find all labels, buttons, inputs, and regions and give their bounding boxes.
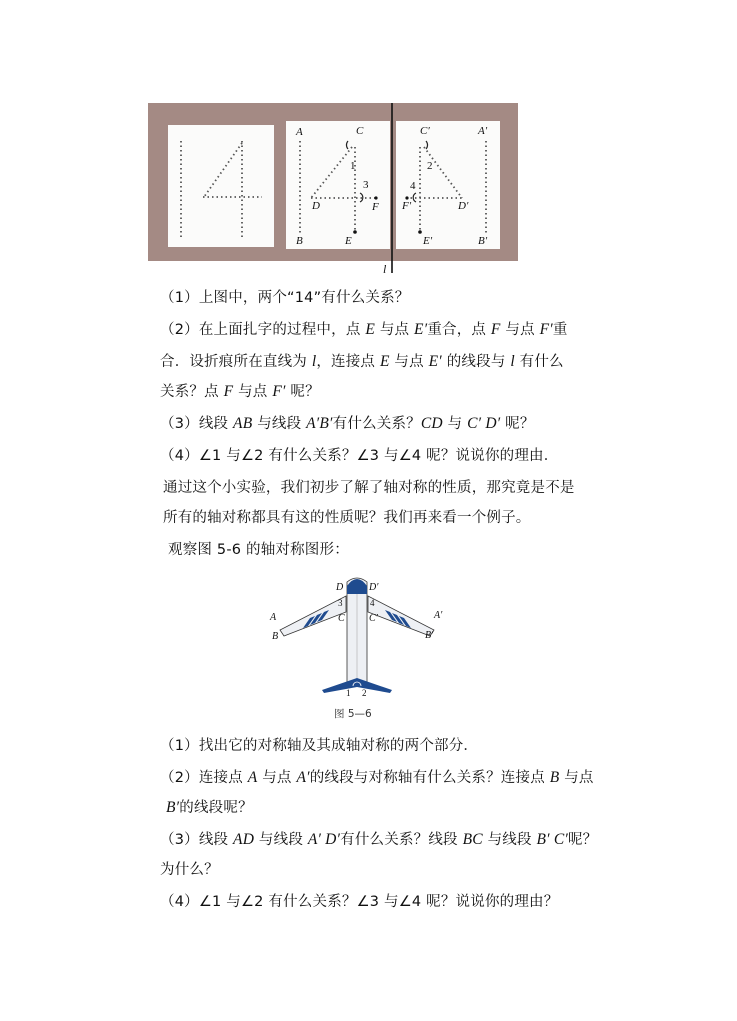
label-A-prime: A′ (478, 125, 488, 137)
text: 的线段与对称轴有什么关系？连接点 (309, 770, 550, 786)
label-angle-2: 2 (427, 160, 433, 172)
point-E-prime: E′ (414, 321, 428, 338)
label-A: A (296, 126, 303, 138)
paragraph-line-1: 通过这个小实验，我们初步了解了轴对称的性质，那究竟是不是 (163, 480, 575, 496)
text: 的线段与 (441, 354, 511, 370)
label-angle-1: 1 (346, 688, 351, 698)
figure-caption: 图 5—6 (334, 708, 372, 720)
label-B: B (296, 235, 303, 247)
text: 与线段 (482, 832, 537, 848)
label-B-prime: B′ (478, 235, 488, 247)
segment-CD-prime: C′ D′ (467, 415, 501, 432)
paragraph-line-3: 观察图 5-6 的轴对称图形： (168, 542, 349, 558)
text: 有什么关系？线段 (340, 832, 463, 848)
text: 合．设折痕所在直线为 (160, 354, 312, 370)
label-angle-4: 4 (370, 598, 375, 608)
point-E: E (379, 353, 390, 370)
paper-original (168, 125, 274, 247)
point-F-prime: F′ (539, 321, 553, 338)
segment-AB-prime: A′B′ (306, 415, 333, 432)
text: （2）在上面扎字的过程中，点 (160, 322, 366, 338)
text: 与点 (500, 322, 540, 338)
text: 与点 (375, 322, 415, 338)
label-B: B (272, 631, 279, 642)
segment-BC-prime: B′ C′ (536, 831, 568, 848)
text: 与点 (257, 770, 297, 786)
text: 有什么 (514, 354, 564, 370)
label-angle-1: 1 (350, 160, 356, 172)
segment-AD-prime: A′ D′ (307, 831, 341, 848)
point-B-prime: B′ (166, 799, 180, 816)
point-A: A (247, 769, 258, 786)
text: 呢？ (285, 384, 320, 400)
question-1-2-line3 (160, 382, 320, 402)
point-A-prime: A′ (296, 769, 310, 786)
text: （3）线段 (160, 416, 234, 432)
text: ，连接点 (316, 354, 380, 370)
point-F: F (490, 321, 501, 338)
label-E-prime: E′ (423, 235, 433, 247)
label-angle-2: 2 (362, 688, 367, 698)
label-D: D (336, 582, 344, 593)
label-D-prime: D′ (369, 582, 379, 593)
label-C: C (338, 613, 345, 624)
label-C: C (356, 125, 364, 137)
label-A-prime: A′ (434, 610, 443, 621)
question-1-4: （4）∠1 与∠2 有什么关系？∠3 与∠4 呢？说说你的理由． (160, 448, 559, 464)
question-1-2-line1 (160, 320, 568, 340)
text: 有什么关系？ (332, 416, 421, 432)
text: （2）连接点 (160, 770, 248, 786)
label-angle-4: 4 (410, 180, 416, 192)
text: 关系？点 (160, 384, 224, 400)
point-F: F (223, 383, 234, 400)
text: 与 (442, 416, 468, 432)
label-F: F (372, 201, 379, 213)
figure-folded-14 (148, 103, 520, 273)
point-E-prime: E′ (428, 353, 442, 370)
text: 与线段 (252, 416, 307, 432)
point-F-prime: F′ (272, 383, 286, 400)
text: 与线段 (254, 832, 308, 848)
text: 呢？ (500, 416, 535, 432)
question-2-2-line2 (166, 798, 253, 818)
question-2-1: （1）找出它的对称轴及其成轴对称的两个部分． (160, 738, 479, 754)
label-E: E (345, 235, 352, 247)
text: （3）线段 (160, 832, 234, 848)
text: 与点 (389, 354, 429, 370)
segment-CD: CD (420, 415, 443, 432)
label-C-prime: C′ (420, 125, 430, 137)
line-l: l (510, 353, 515, 370)
label-F-prime: F′ (402, 200, 412, 212)
label-angle-3: 3 (338, 598, 343, 608)
label-D-prime: D′ (458, 200, 469, 212)
segment-AD: AD (233, 831, 255, 848)
text: 重合，点 (427, 322, 491, 338)
point-B: B (549, 769, 560, 786)
label-angle-3: 3 (363, 179, 369, 191)
text: 与点 (233, 384, 273, 400)
question-2-4: （4）∠1 与∠2 有什么关系？∠3 与∠4 呢？说说你的理由？ (160, 894, 559, 910)
question-2-2-line1 (160, 768, 594, 788)
paragraph-line-2: 所有的轴对称都具有这的性质呢？我们再来看一个例子。 (163, 510, 531, 526)
tail (322, 678, 392, 693)
figure-airplane (262, 574, 452, 724)
label-B-prime: B′ (425, 630, 434, 641)
paper-left-half (286, 121, 390, 249)
text: 的线段呢？ (179, 800, 253, 816)
line-l: l (311, 353, 317, 370)
question-1-1: （1）上图中，两个“14”有什么关系？ (160, 290, 410, 306)
segment-AB: AB (233, 415, 253, 432)
wing-left (280, 596, 346, 636)
text: 与点 (559, 770, 594, 786)
text: 呢？ (567, 832, 598, 848)
text: 重 (552, 322, 568, 338)
question-2-3-line1 (160, 830, 597, 850)
label-D: D (312, 200, 320, 212)
question-1-3 (160, 414, 535, 434)
question-1-2-line2 (160, 352, 564, 372)
question-2-3-line2: 为什么？ (160, 862, 219, 878)
point-E: E (365, 321, 376, 338)
label-C-prime: C′ (369, 613, 378, 624)
label-axis-l: l (383, 262, 387, 273)
label-A: A (270, 612, 277, 623)
segment-BC: BC (462, 831, 483, 848)
